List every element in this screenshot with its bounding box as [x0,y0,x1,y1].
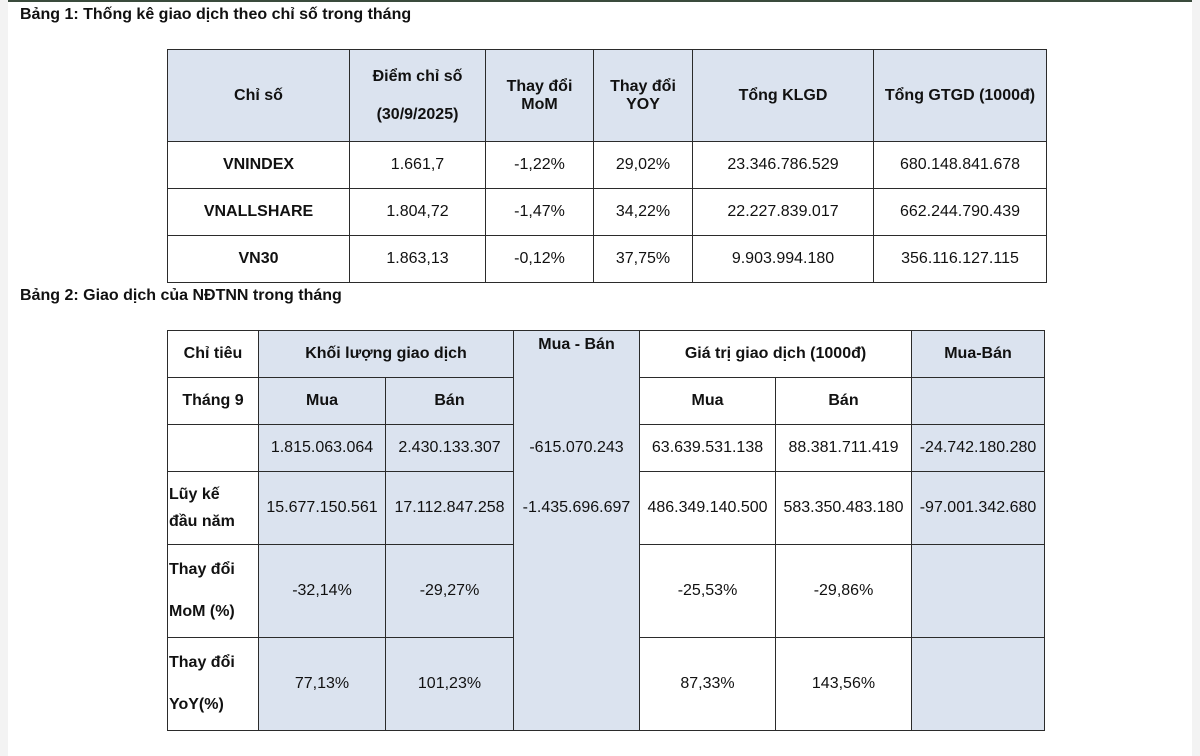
row-yoy: 29,02% [594,142,693,189]
yoy-volume-buy: 77,13% [259,638,386,731]
header-points-line2: (30/9/2025) [376,105,459,123]
month-volume-sell: 2.430.133.307 [386,425,514,472]
mom-volume-net-empty [514,545,640,638]
row-label-yoy-line1: Thay đổi [169,654,235,671]
header-klgd: Tổng KLGD [693,50,874,142]
net-volume-header-spacer [514,378,640,425]
mom-volume-buy: -32,14% [259,545,386,638]
row-label-ytd-line2: đầu năm [169,513,235,530]
header-yoy [594,50,693,142]
header-value-buy: Mua [640,378,776,425]
header-value: Giá trị giao dịch (1000đ) [640,331,912,378]
table-row [168,142,1047,189]
row-klgd: 22.227.839.017 [693,189,874,236]
row-index-name: VNALLSHARE [168,189,350,236]
row-label-mom [168,545,259,638]
row-gtgd: 662.244.790.439 [874,189,1047,236]
row-yoy: 34,22% [594,189,693,236]
yoy-volume-net-empty [514,638,640,731]
ytd-volume-net: -1.435.696.697 [514,472,640,545]
header-criteria: Chỉ tiêu [168,331,259,378]
index-stats-table [167,49,1047,283]
header-mom-line2: MoM [521,95,558,113]
table-row [168,236,1047,283]
yoy-value-sell: 143,56% [776,638,912,731]
header-yoy-line2: YOY [626,95,660,113]
ytd-volume-sell: 17.112.847.258 [386,472,514,545]
mom-volume-sell: -29,27% [386,545,514,638]
row-mom: -0,12% [486,236,594,283]
ytd-value-net: -97.001.342.680 [912,472,1045,545]
header-gtgd: Tổng GTGD (1000đ) [874,50,1047,142]
header-points [350,50,486,142]
table-row [168,545,1045,638]
table2-header-row-2 [168,378,1045,425]
yoy-value-net-empty [912,638,1045,731]
month-volume-buy: 1.815.063.064 [259,425,386,472]
header-month: Tháng 9 [168,378,259,425]
table-row [168,638,1045,731]
header-points-line1: Điểm chỉ số [372,67,463,85]
ytd-value-sell: 583.350.483.180 [776,472,912,545]
mom-value-net-empty [912,545,1045,638]
row-label-yoy [168,638,259,731]
row-points: 1.661,7 [350,142,486,189]
top-border [0,0,1200,2]
header-index: Chỉ số [168,50,350,142]
header-mom [486,50,594,142]
right-gutter [1192,0,1200,756]
month-value-net: -24.742.180.280 [912,425,1045,472]
row-index-name: VNINDEX [168,142,350,189]
month-value-sell: 88.381.711.419 [776,425,912,472]
table-row [168,189,1047,236]
table1-caption: Bảng 1: Thống kê giao dịch theo chỉ số trong tháng [20,6,412,23]
table-row [168,472,1045,545]
header-volume-sell: Bán [386,378,514,425]
ytd-value-buy: 486.349.140.500 [640,472,776,545]
row-label-ytd-line1: Lũy kế [169,486,220,503]
row-gtgd: 356.116.127.115 [874,236,1047,283]
row-label-mom-line2: MoM (%) [169,603,235,620]
row-mom: -1,22% [486,142,594,189]
header-yoy-line1: Thay đổi [610,77,676,95]
row-label-month [168,425,259,472]
row-mom: -1,47% [486,189,594,236]
foreign-trading-table [167,330,1045,731]
row-klgd: 23.346.786.529 [693,142,874,189]
yoy-value-buy: 87,33% [640,638,776,731]
mom-value-sell: -29,86% [776,545,912,638]
table2-header-row-1 [168,331,1045,378]
row-points: 1.863,13 [350,236,486,283]
header-net-value: Mua-Bán [912,331,1045,378]
table2-caption: Bảng 2: Giao dịch của NĐTNN trong tháng [20,287,342,304]
ytd-volume-buy: 15.677.150.561 [259,472,386,545]
yoy-volume-sell: 101,23% [386,638,514,731]
row-klgd: 9.903.994.180 [693,236,874,283]
left-gutter [0,0,8,756]
net-value-header-spacer [912,378,1045,425]
row-index-name: VN30 [168,236,350,283]
header-volume-buy: Mua [259,378,386,425]
row-points: 1.804,72 [350,189,486,236]
row-label-ytd [168,472,259,545]
row-yoy: 37,75% [594,236,693,283]
header-value-sell: Bán [776,378,912,425]
mom-value-buy: -25,53% [640,545,776,638]
table1-header-row [168,50,1047,142]
month-value-buy: 63.639.531.138 [640,425,776,472]
row-gtgd: 680.148.841.678 [874,142,1047,189]
header-volume: Khối lượng giao dịch [259,331,514,378]
table-row [168,425,1045,472]
month-volume-net: -615.070.243 [514,425,640,472]
row-label-mom-line1: Thay đổi [169,561,235,578]
header-mom-line1: Thay đổi [506,77,573,95]
row-label-yoy-line2: YoY(%) [169,696,224,713]
header-net-volume: Mua - Bán [514,331,640,378]
